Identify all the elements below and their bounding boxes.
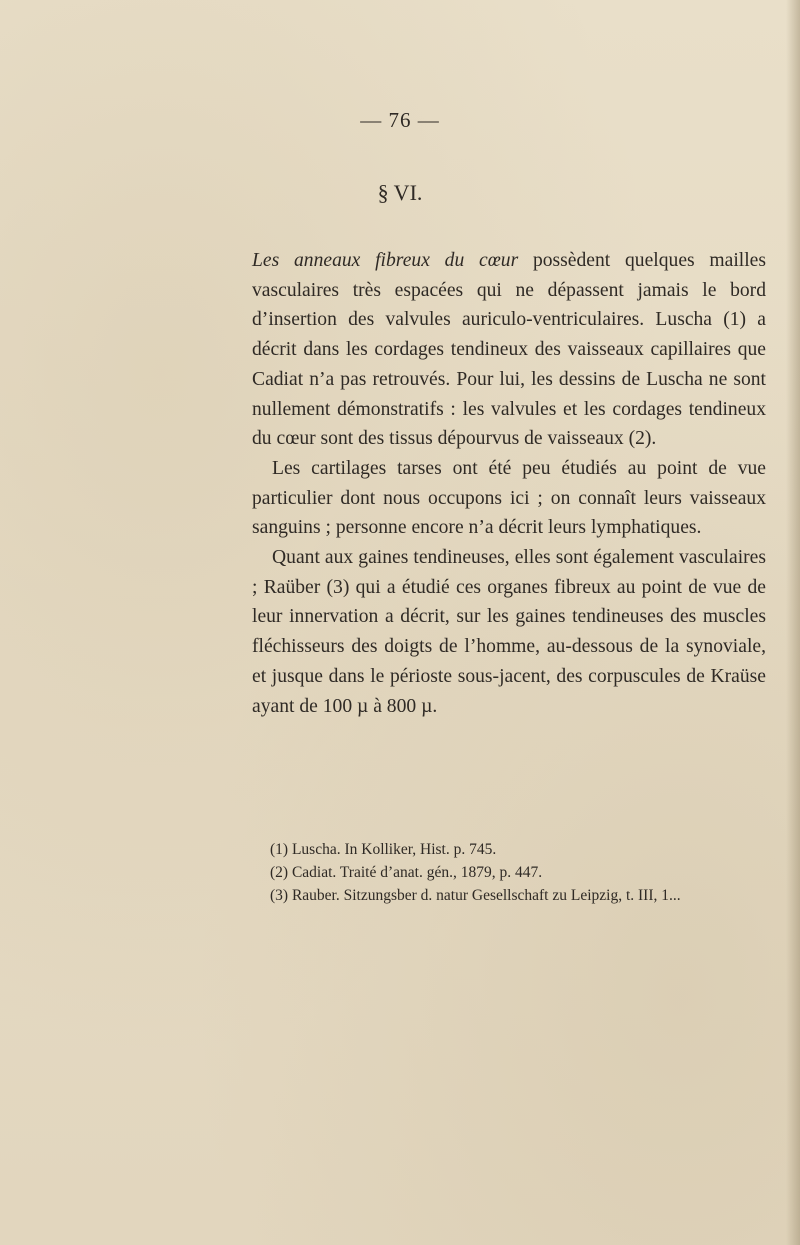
footnotes [270, 838, 790, 907]
italic-lead: Les anneaux fibreux du cœur [252, 250, 519, 271]
footnote-1: (1) Luscha. In Kolliker, Hist. p. 745. [270, 841, 497, 858]
paragraph-3: Quant aux gaines tendineuses, elles sont également vasculaires ; Raüber (3) qui a étudié ces organes fibreux au point de vue de leur innervation a décrit, sur les gaines tendineuses des muscles fléchisseurs des doigts de l’homme, au-dessous de la synoviale, et jusque dans le périoste sous-jacent, des corpuscules de Kraüse ayant de 100 µ à 800 µ. [252, 547, 766, 717]
paragraph-1-text: possèdent quelques mailles vasculaires très espacées qui ne dépassent jamais le bord d’insertion des valvules auriculo-ventriculaires. Luscha (1) a décrit dans les cordages tendineux des vaisseaux capillaires que Cadiat n’a pas retrouvés. Pour lui, les dessins de Luscha ne sont nullement démonstratifs : les valvules et les cordages tendineux du cœur sont des tissus dépourvus de vaisseaux (2). [252, 250, 766, 450]
paragraph-1 [252, 246, 766, 454]
section-title: § VI. [377, 180, 423, 205]
footnote-2: (2) Cadiat. Traité d’anat. gén., 1879, p. 447. [270, 864, 543, 881]
page-number: — 76 — [360, 108, 440, 132]
footnote-3: (3) Rauber. Sitzungsber d. natur Gesellschaft zu Leipzig, t. III, 1... [270, 887, 681, 904]
paragraph-2: Les cartilages tarses ont été peu étudiés au point de vue particulier dont nous occupons ici ; on connaît leurs vaisseaux sanguins ; personne encore n’a décrit leurs lymphatiques. [252, 457, 766, 539]
body-text [252, 246, 766, 721]
